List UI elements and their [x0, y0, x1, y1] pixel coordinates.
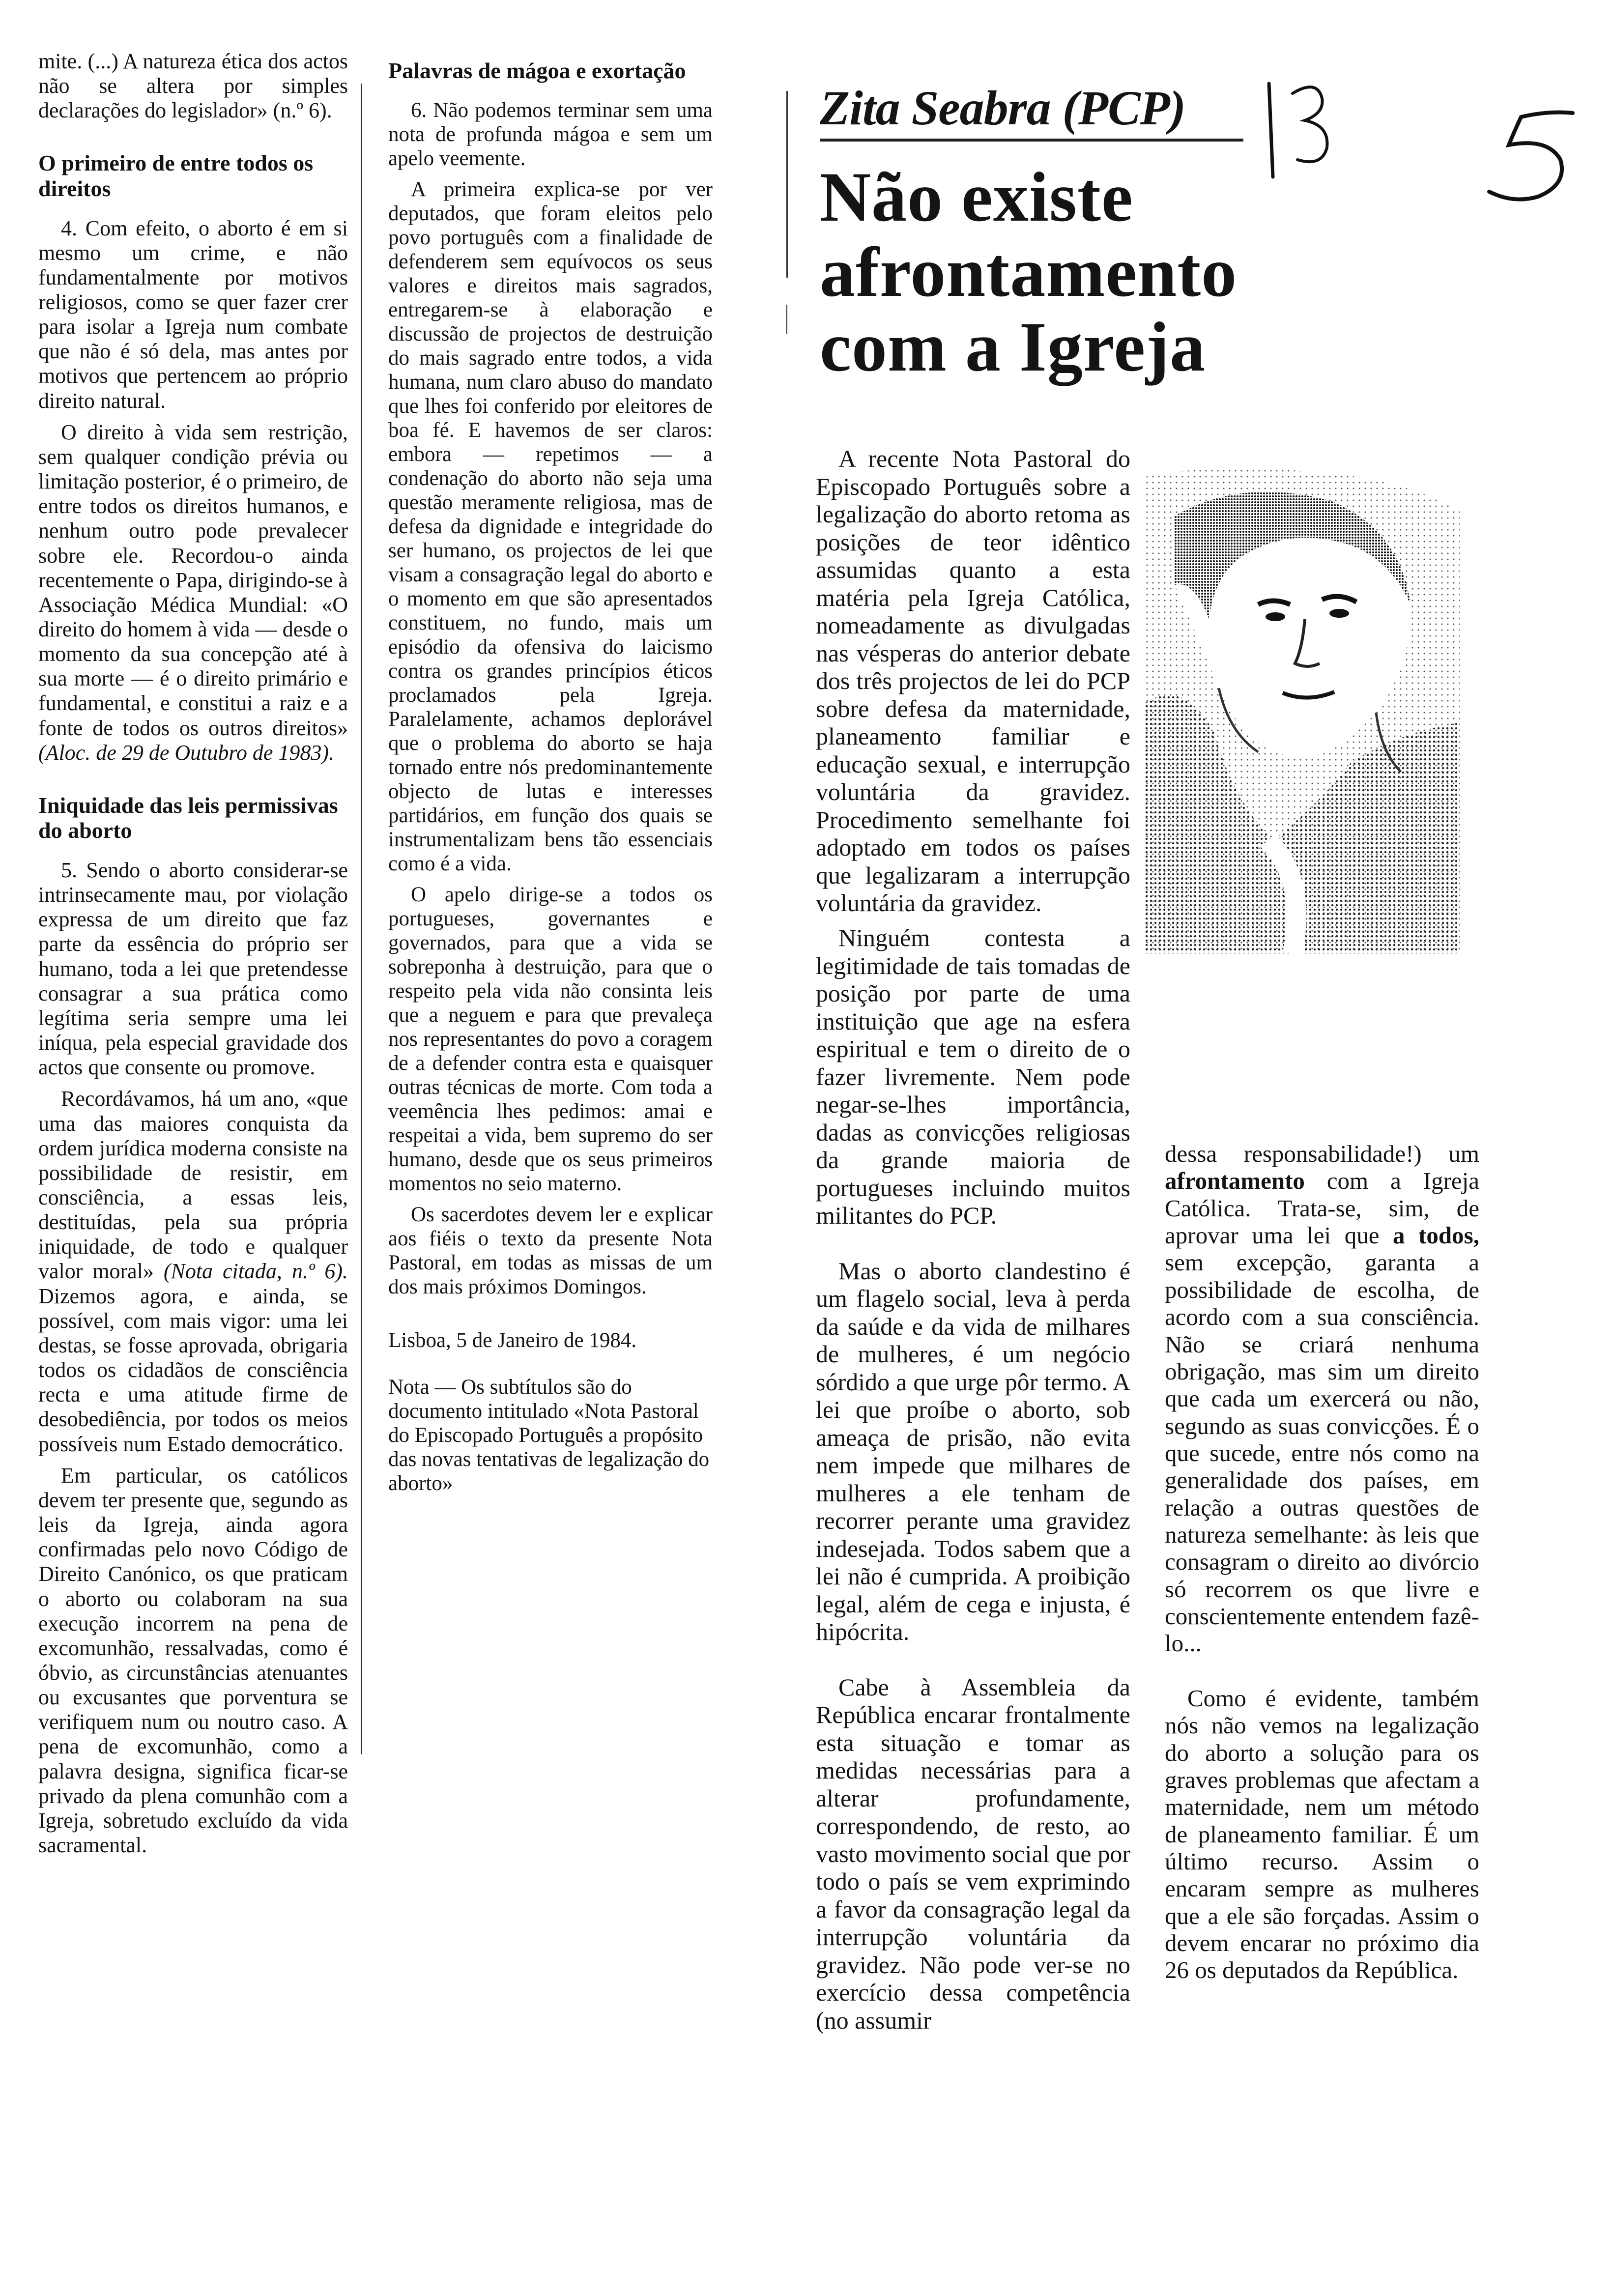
paragraph-intro: mite. (...) A natureza ética dos actos não se altera por simples declarações do legislador» (n.º 6).	[38, 49, 348, 123]
subheading-primeiro-direito: O primeiro de entre todos os direitos	[38, 150, 314, 201]
paragraph-particular: Em particular, os católicos devem ter presente que, segundo as leis da Igreja, ainda agora confirmadas pelo novo Código de Direito Canónico, os que praticam o aborto ou colaboram na sua execução incorrem na pena de excomunhão, ressalvadas, como é óbvio, as circunstâncias atenuantes ou excusantes que porventura se verifiquem num ou noutro caso. A pena de excomunhão, como a palavra designa, significa ficar-se privado da plena comunhão com a Igreja, sobretudo excluído da vida sacramental.	[38, 1463, 348, 1858]
handwritten-5-mark	[1474, 103, 1587, 206]
headline-line-3: com a Igreja	[820, 308, 1206, 387]
article-left-rule-short	[786, 305, 787, 334]
article-paragraph-3: Mas o aborto clandestino é um flagelo social, leva à perda da saúde e da vida de milhares de mulheres, é um negócio sórdido a que urge pôr termo. A lei que proíbe o aborto, sob ameaça de prisão, não evita nem impede que milhares de mulheres a ele tenham de recorrer perante uma gravidez indesejada. Todos sabem que a lei não é cumprida. A proibição legal, além de cega e injusta, é hipócrita.	[816, 1257, 1130, 1645]
article-column-left-top	[816, 445, 1130, 917]
article-paragraph-2: Ninguém contesta a legitimidade de tais tomadas de posição por parte de uma instituição que age na esfera espiritual e tem o direito de o fazer livremente. Nem pode negar-se-lhes importância, dadas as convicções religiosas da grande maioria de portugueses incluindo muitos militantes do PCP.	[816, 924, 1130, 1229]
paragraph-sacerdotes: Os sacerdotes devem ler e explicar aos fiéis o texto da presente Nota Pastoral, em todas as missas de um dos mais próximos Domingos.	[388, 1203, 713, 1299]
paragraph-5: 5. Sendo o aborto considerar-se intrinsecamente mau, por violação expressa de um direito que faz parte da essência do próprio ser humano, toda a lei que pretendesse consagrar a sua prática como legítima seria sempre uma lei iníqua, pela especial gravidade dos actos que consente ou promove.	[38, 858, 348, 1080]
paragraph-magoa: A primeira explica-se por ver deputados, que foram eleitos pelo povo português com a finalidade de defenderem sem equívocos os seus valores e direitos mais sagrados, entregarem-se à elaboração e discussão de projectos de destruição do mais sagrado entre todos, a vida humana, num claro abuso do mandato que lhes foi conferido por eleitores de boa fé. E havemos de ser claros: embora — repetimos — a condenação do aborto não seja uma questão meramente religiosa, mas de defesa da dignidade e integridade do ser humano, os projectos de lei que visam a consagração legal do aborto e o momento em que são apresentados constituem, no fundo, mais um episódio da ofensiva do laicismo contra os grandes princípios éticos proclamados pela Igreja. Paralelamente, achamos deplorável que o problema do aborto se haja tornado entre nós predominantemente objecto de lutas e interesses partidários, em função dos quais se instrumentalizam bens tão essenciais como é a vida.	[388, 177, 713, 875]
handwritten-13-mark	[1258, 74, 1347, 187]
article-paragraph-1: A recente Nota Pastoral do Episcopado Português sobre a legalização do aborto retoma as posições de teor idêntico assumidas quanto a esta matéria pela Igreja Católica, nomeadamente as divulgadas nas vésperas do anterior debate dos três projectos de lei do PCP sobre defesa da maternidade, planeamento familiar e educação sexual, e interrupção voluntária da gravidez. Procedimento semelhante foi adoptado em todos os países que legalizaram a interrupção voluntária da gravidez.	[816, 445, 1130, 917]
subheading-iniquidade: Iniquidade das leis permissivas do aborto	[38, 792, 338, 843]
paragraph-direito-vida: O direito à vida sem restrição, sem qualquer condição prévia ou limitação posterior, é o primeiro, de entre todos os direitos humanos, e nenhum outro pode prevalecer sobre ele. Recordou-o ainda recentemente o Papa, dirigindo-se à Associação Médica Mundial: «O direito do homem à vida — desde o momento da sua concepção até à sua morte — é o direito primário e fundamental, e constitui a raiz e a fonte de todos os outros direitos» (Aloc. de 29 de Outubro de 1983).	[38, 420, 348, 765]
article-column-right	[1165, 1140, 1479, 1984]
paragraph-recordavamos: Recordávamos, há um ano, «que uma das maiores conquista da ordem jurídica moderna consiste na possibilidade de resistir, em consciência, a essas leis, destituídas, pela sua própria iniquidade, de todo e qualquer valor moral» (Nota citada, n.º 6). Dizemos agora, e ainda, se possível, com mais vigor: uma lei destas, se fosse aprovada, obrigaria todos os cidadãos de consciência recta e uma atitude firme de desobediência, por todos os meios possíveis num Estado democrático.	[38, 1087, 348, 1456]
byline-underline	[820, 139, 1243, 142]
footnote-nota: Nota — Os subtítulos são do documento intitulado «Nota Pastoral do Episcopado Português a propósito das novas tentativas de legalização do aborto»	[388, 1376, 710, 1495]
paragraph-apelo: O apelo dirige-se a todos os portugueses, governantes e governados, para que a vida se sobreponha à destruição, para que o respeito pela vida não consinta leis que a neguem e para que prevaleça nos representantes do povo a coragem de a defender contra esta e quaisquer outras técnicas de morte. Com toda a veemência lhes pedimos: amai e respeitai a vida, bem supremo do ser humano, desde que os seus primeiros momentos no seio materno.	[388, 883, 713, 1196]
article-left-rule	[786, 91, 788, 278]
headline-line-2: afrontamento	[820, 233, 1238, 312]
article-headline	[820, 160, 1360, 385]
headline-line-1: Não existe	[820, 158, 1133, 236]
article-byline: Zita Seabra (PCP)	[820, 81, 1186, 135]
nota-pastoral-column-2	[388, 58, 713, 1495]
portrait-photo	[1145, 457, 1460, 953]
article-paragraph-6: Como é evidente, também nós não vemos na legalização do aborto a solução para os graves problemas que afectam a maternidade, nem um método de planeamento familiar. É um último recurso. Assim o encaram sempre as mulheres que a ele são forçadas. Assim o devem encarar no próximo dia 26 os deputados da República.	[1165, 1684, 1479, 1984]
subheading-magoa: Palavras de mágoa e exortação	[388, 58, 686, 83]
paragraph-4: 4. Com efeito, o aborto é em si mesmo um crime, e não fundamentalmente por motivos religiosos, como se quer fazer crer para isolar a Igreja num combate que não é só dela, mas antes por motivos que pertencem ao próprio direito natural.	[38, 216, 348, 413]
dateline: Lisboa, 5 de Janeiro de 1984.	[388, 1329, 637, 1352]
nota-pastoral-column-1	[38, 49, 348, 1858]
article-column-left	[816, 924, 1130, 2034]
article-paragraph-5: dessa responsabilidade!) um afrontamento com a Igreja Católica. Trata-se, sim, de aprovar uma lei que a todos, sem excepção, garanta a possibilidade de escolha, de acordo com a sua consciência. Não se criará nenhuma obrigação, mas sim um direito que cada um exercerá ou não, segundo as suas convicções. É o que sucede, entre nós como na generalidade dos países, em relação a outras questões de natureza semelhante: às leis que consagram o direito ao divórcio só recorrem os que livre e conscientemente entendem fazê-lo...	[1165, 1140, 1480, 1657]
article-paragraph-4: Cabe à Assembleia da República encarar frontalmente esta situação e tomar as medidas necessárias para a alterar profundamente, correspondendo, de resto, ao vasto movimento social que por todo o país se vem exprimindo a favor da consagração legal da interrupção voluntária da gravidez. Não pode ver-se no exercício dessa competência (no assumir	[816, 1673, 1130, 2034]
paragraph-6: 6. Não podemos terminar sem uma nota de profunda mágoa e sem um apelo veemente.	[388, 98, 713, 170]
column-divider	[361, 84, 362, 1754]
